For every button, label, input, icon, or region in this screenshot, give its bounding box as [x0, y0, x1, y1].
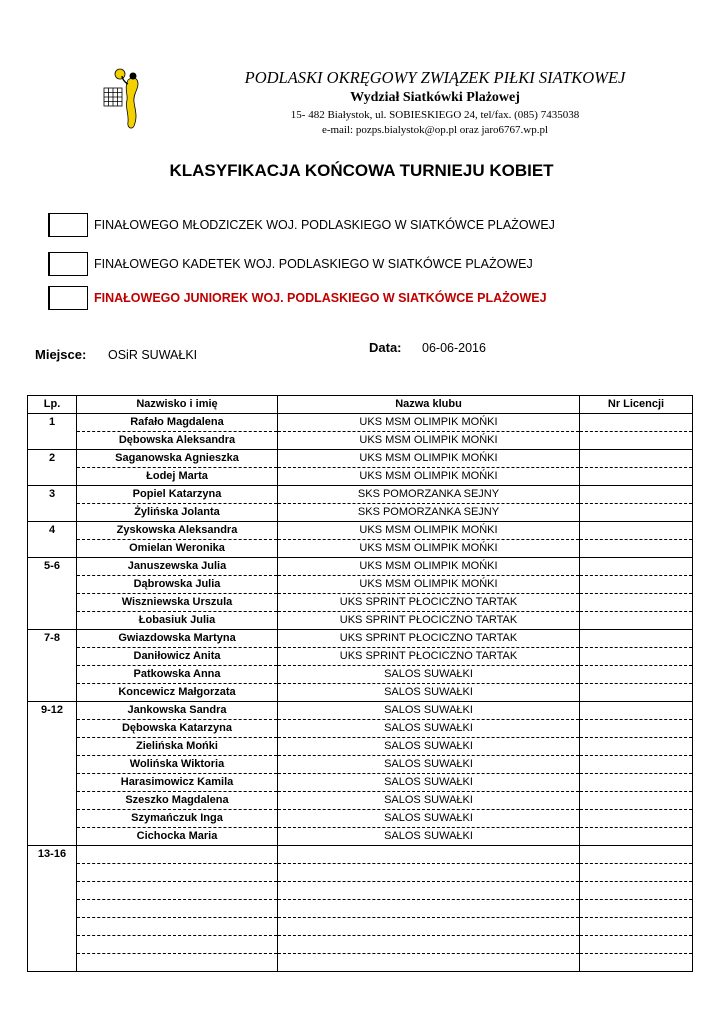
cell-club: UKS SPRINT PŁOCICZNO TARTAK — [278, 630, 580, 648]
cell-name: Wolińska Wiktoria — [77, 756, 278, 774]
date-label: Data: — [369, 340, 402, 355]
table-row — [28, 432, 693, 450]
cell-name — [77, 846, 278, 864]
table-row — [28, 738, 693, 756]
cell-lp — [28, 612, 77, 630]
cell-name — [77, 936, 278, 954]
cell-club: UKS SPRINT PŁOCICZNO TARTAK — [278, 612, 580, 630]
table-row — [28, 558, 693, 576]
cell-name: Saganowska Agnieszka — [77, 450, 278, 468]
place-value: OSiR SUWAŁKI — [108, 348, 198, 362]
table-row — [28, 468, 693, 486]
cell-lp — [28, 792, 77, 810]
cell-license — [580, 414, 693, 432]
cell-name — [77, 954, 278, 972]
cell-license — [580, 666, 693, 684]
cell-club — [278, 846, 580, 864]
table-row — [28, 828, 693, 846]
cell-lp — [28, 936, 77, 954]
cell-license — [580, 558, 693, 576]
table-row — [28, 414, 693, 432]
cell-license — [580, 504, 693, 522]
cell-lp: 3 — [28, 486, 77, 504]
category-checkbox[interactable] — [48, 286, 88, 310]
cell-lp: 9-12 — [28, 702, 77, 720]
cell-club — [278, 918, 580, 936]
cell-lp: 5-6 — [28, 558, 77, 576]
cell-name: Dębowska Aleksandra — [77, 432, 278, 450]
table-row — [28, 756, 693, 774]
cell-club: SALOS SUWAŁKI — [278, 756, 580, 774]
cell-name: Daniłowicz Anita — [77, 648, 278, 666]
cell-club: UKS MSM OLIMPIK MOŃKI — [278, 414, 580, 432]
cell-club: UKS MSM OLIMPIK MOŃKI — [278, 432, 580, 450]
cell-lp — [28, 648, 77, 666]
cell-license — [580, 432, 693, 450]
cell-license — [580, 882, 693, 900]
cell-lp — [28, 738, 77, 756]
cell-license — [580, 594, 693, 612]
cell-name: Cichocka Maria — [77, 828, 278, 846]
page-title: KLASYFIKACJA KOŃCOWA TURNIEJU KOBIET — [169, 161, 554, 180]
cell-license — [580, 522, 693, 540]
cell-lp: 1 — [28, 414, 77, 432]
cell-club — [278, 882, 580, 900]
department-name: Wydział Siatkówki Plażowej — [350, 90, 520, 105]
cell-license — [580, 864, 693, 882]
cell-name: Gwiazdowska Martyna — [77, 630, 278, 648]
cell-club: UKS MSM OLIMPIK MOŃKI — [278, 522, 580, 540]
cell-name: Jankowska Sandra — [77, 702, 278, 720]
table-row — [28, 540, 693, 558]
table-row — [28, 630, 693, 648]
cell-lp — [28, 900, 77, 918]
cell-name: Januszewska Julia — [77, 558, 278, 576]
table-row — [28, 486, 693, 504]
cell-license — [580, 936, 693, 954]
cell-license — [580, 450, 693, 468]
table-row — [28, 864, 693, 882]
results-body — [28, 414, 693, 972]
cell-lp — [28, 756, 77, 774]
results-table — [27, 395, 693, 972]
cell-lp: 2 — [28, 450, 77, 468]
cell-club — [278, 954, 580, 972]
table-row — [28, 792, 693, 810]
cell-name: Szymańczuk Inga — [77, 810, 278, 828]
category-label: FINAŁOWEGO KADETEK WOJ. PODLASKIEGO W SIATKÓWCE PLAŻOWEJ — [94, 257, 533, 271]
table-row — [28, 504, 693, 522]
cell-name: Omielan Weronika — [77, 540, 278, 558]
table-row — [28, 666, 693, 684]
cell-lp — [28, 810, 77, 828]
cell-license — [580, 846, 693, 864]
volleyball-logo-icon — [100, 66, 150, 132]
cell-club: UKS MSM OLIMPIK MOŃKI — [278, 576, 580, 594]
cell-club: SALOS SUWAŁKI — [278, 738, 580, 756]
cell-license — [580, 540, 693, 558]
table-row — [28, 900, 693, 918]
org-name: PODLASKI OKRĘGOWY ZWIĄZEK PIŁKI SIATKOWEJ — [244, 68, 626, 87]
cell-club: SALOS SUWAŁKI — [278, 810, 580, 828]
table-row — [28, 810, 693, 828]
cell-lp — [28, 540, 77, 558]
cell-club: UKS MSM OLIMPIK MOŃKI — [278, 540, 580, 558]
cell-license — [580, 612, 693, 630]
header-license: Nr Licencji — [580, 396, 693, 414]
cell-club: SALOS SUWAŁKI — [278, 684, 580, 702]
header-name: Nazwisko i imię — [77, 396, 278, 414]
table-row — [28, 720, 693, 738]
cell-lp — [28, 954, 77, 972]
cell-lp — [28, 720, 77, 738]
place-label: Miejsce: — [35, 347, 87, 362]
cell-club: UKS MSM OLIMPIK MOŃKI — [278, 468, 580, 486]
cell-club: UKS SPRINT PŁOCICZNO TARTAK — [278, 594, 580, 612]
cell-license — [580, 756, 693, 774]
cell-license — [580, 900, 693, 918]
cell-license — [580, 486, 693, 504]
cell-name: Harasimowicz Kamila — [77, 774, 278, 792]
cell-license — [580, 684, 693, 702]
cell-lp: 4 — [28, 522, 77, 540]
cell-name: Zielińska Mońki — [77, 738, 278, 756]
cell-club: UKS MSM OLIMPIK MOŃKI — [278, 450, 580, 468]
cell-name: Dąbrowska Julia — [77, 576, 278, 594]
table-row — [28, 450, 693, 468]
table-row — [28, 648, 693, 666]
table-row — [28, 918, 693, 936]
cell-lp — [28, 828, 77, 846]
table-row — [28, 522, 693, 540]
cell-club: UKS SPRINT PŁOCICZNO TARTAK — [278, 648, 580, 666]
cell-lp — [28, 864, 77, 882]
table-row — [28, 846, 693, 864]
cell-lp — [28, 774, 77, 792]
cell-club: SKS POMORZANKA SEJNY — [278, 504, 580, 522]
table-row — [28, 882, 693, 900]
cell-name: Koncewicz Małgorzata — [77, 684, 278, 702]
cell-lp — [28, 432, 77, 450]
table-row — [28, 954, 693, 972]
cell-license — [580, 468, 693, 486]
cell-lp — [28, 468, 77, 486]
cell-name: Żylińska Jolanta — [77, 504, 278, 522]
cell-club: UKS MSM OLIMPIK MOŃKI — [278, 558, 580, 576]
category-checkbox[interactable] — [48, 213, 88, 237]
cell-license — [580, 630, 693, 648]
cell-license — [580, 648, 693, 666]
table-row — [28, 774, 693, 792]
table-row — [28, 936, 693, 954]
org-address: 15- 482 Białystok, ul. SOBIESKIEGO 24, tel/fax. (085) 7435038 — [290, 109, 580, 121]
category-checkbox[interactable] — [48, 252, 88, 276]
cell-name: Popiel Katarzyna — [77, 486, 278, 504]
cell-club: SALOS SUWAŁKI — [278, 666, 580, 684]
cell-name: Szeszko Magdalena — [77, 792, 278, 810]
cell-lp: 13-16 — [28, 846, 77, 864]
cell-name: Dębowska Katarzyna — [77, 720, 278, 738]
cell-license — [580, 576, 693, 594]
table-header-row — [28, 396, 693, 414]
cell-license — [580, 810, 693, 828]
table-row — [28, 612, 693, 630]
cell-lp — [28, 594, 77, 612]
header-club: Nazwa klubu — [278, 396, 580, 414]
cell-name — [77, 900, 278, 918]
table-row — [28, 702, 693, 720]
table-row — [28, 684, 693, 702]
cell-name — [77, 882, 278, 900]
cell-lp — [28, 918, 77, 936]
cell-name: Łobasiuk Julia — [77, 612, 278, 630]
cell-club: SALOS SUWAŁKI — [278, 702, 580, 720]
cell-club — [278, 864, 580, 882]
cell-club: SALOS SUWAŁKI — [278, 828, 580, 846]
cell-club — [278, 900, 580, 918]
cell-license — [580, 918, 693, 936]
org-email: e-mail: pozps.bialystok@op.pl oraz jaro6767.wp.pl — [321, 124, 549, 136]
cell-license — [580, 828, 693, 846]
cell-license — [580, 702, 693, 720]
cell-lp — [28, 504, 77, 522]
cell-name: Łodej Marta — [77, 468, 278, 486]
cell-club: SKS POMORZANKA SEJNY — [278, 486, 580, 504]
cell-license — [580, 774, 693, 792]
cell-name: Patkowska Anna — [77, 666, 278, 684]
cell-club: SALOS SUWAŁKI — [278, 774, 580, 792]
cell-club: SALOS SUWAŁKI — [278, 792, 580, 810]
cell-license — [580, 738, 693, 756]
header-lp: Lp. — [28, 396, 77, 414]
cell-name — [77, 864, 278, 882]
cell-lp: 7-8 — [28, 630, 77, 648]
cell-license — [580, 954, 693, 972]
table-row — [28, 594, 693, 612]
cell-lp — [28, 666, 77, 684]
cell-club — [278, 936, 580, 954]
cell-name: Zyskowska Aleksandra — [77, 522, 278, 540]
category-label: FINAŁOWEGO JUNIOREK WOJ. PODLASKIEGO W SIATKÓWCE PLAŻOWEJ — [94, 291, 547, 305]
cell-name: Rafało Magdalena — [77, 414, 278, 432]
cell-license — [580, 792, 693, 810]
cell-name — [77, 918, 278, 936]
cell-name: Wiszniewska Urszula — [77, 594, 278, 612]
cell-lp — [28, 576, 77, 594]
cell-club: SALOS SUWAŁKI — [278, 720, 580, 738]
cell-lp — [28, 882, 77, 900]
date-value: 06-06-2016 — [422, 341, 486, 355]
category-label: FINAŁOWEGO MŁODZICZEK WOJ. PODLASKIEGO W SIATKÓWCE PLAŻOWEJ — [94, 218, 555, 232]
table-row — [28, 576, 693, 594]
cell-license — [580, 720, 693, 738]
cell-lp — [28, 684, 77, 702]
